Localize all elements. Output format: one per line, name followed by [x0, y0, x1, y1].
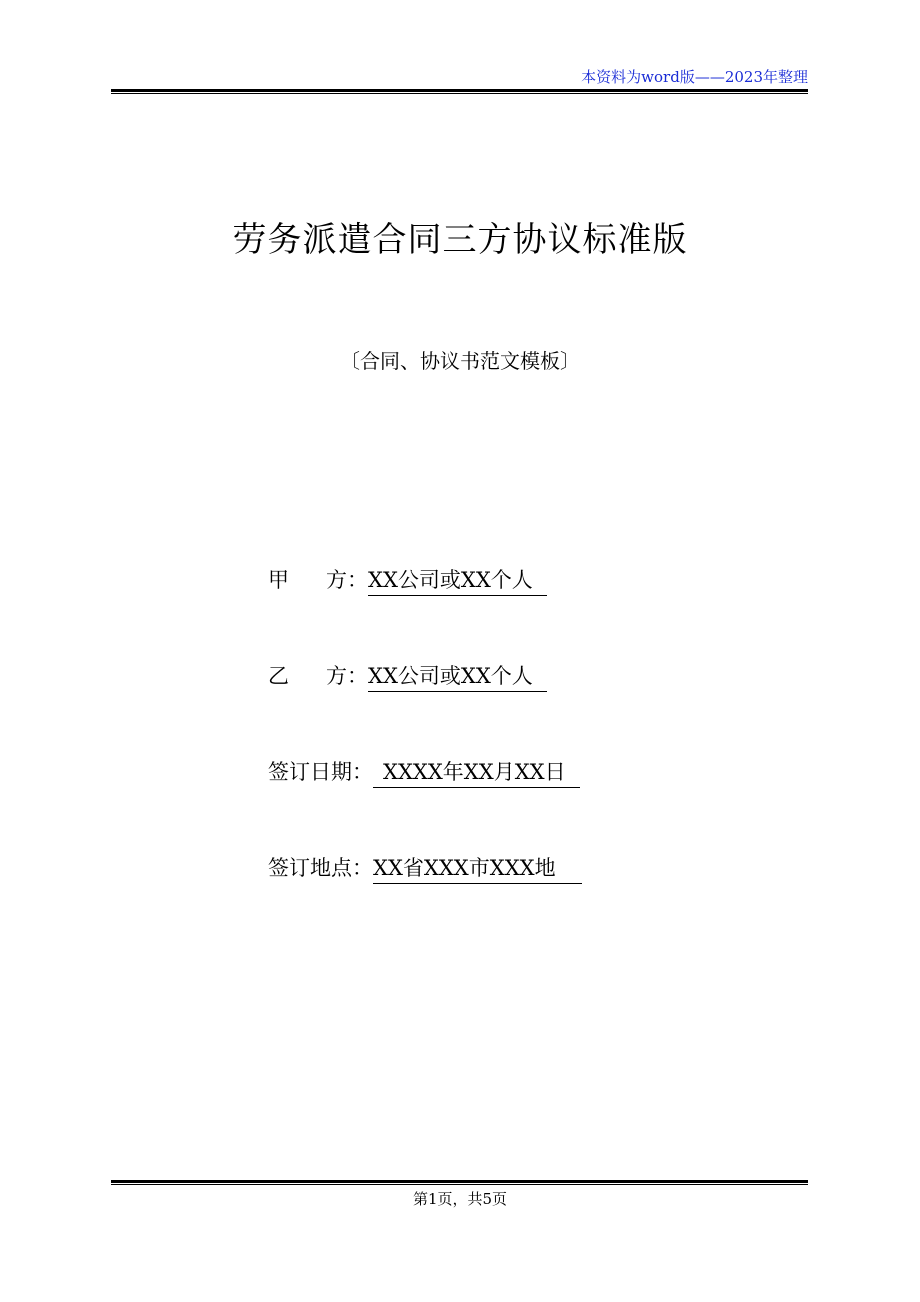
page-number: 第1页，共5页	[412, 1190, 508, 1208]
sign-date-value: XXXX年XX月XX日	[373, 756, 580, 788]
party-a-label-second: 方：	[326, 568, 368, 592]
document-title: 劳务派遣合同三方协议标准版	[232, 220, 688, 260]
footer-rule	[111, 1180, 808, 1185]
party-b-label-second: 方：	[326, 664, 368, 688]
header-rule	[111, 89, 808, 94]
party-a-label	[268, 564, 368, 594]
party-b-field	[268, 660, 547, 692]
party-a-label-first: 甲	[268, 568, 289, 592]
sign-place-label: 签订地点：	[268, 856, 373, 880]
party-a-value: XX公司或XX个人	[368, 564, 547, 596]
document-subtitle: 〔合同、协议书范文模板〕	[340, 349, 580, 373]
header-note: 本资料为word版——2023年整理	[581, 68, 808, 86]
party-b-label-first: 乙	[268, 664, 289, 688]
sign-place-value: XX省XXX市XXX地	[373, 852, 582, 884]
sign-place-field	[268, 852, 582, 884]
sign-date-label: 签订日期：	[268, 760, 373, 784]
party-b-label	[268, 660, 368, 690]
party-a-field	[268, 564, 547, 596]
sign-date-field	[268, 756, 580, 788]
party-b-value: XX公司或XX个人	[368, 660, 547, 692]
